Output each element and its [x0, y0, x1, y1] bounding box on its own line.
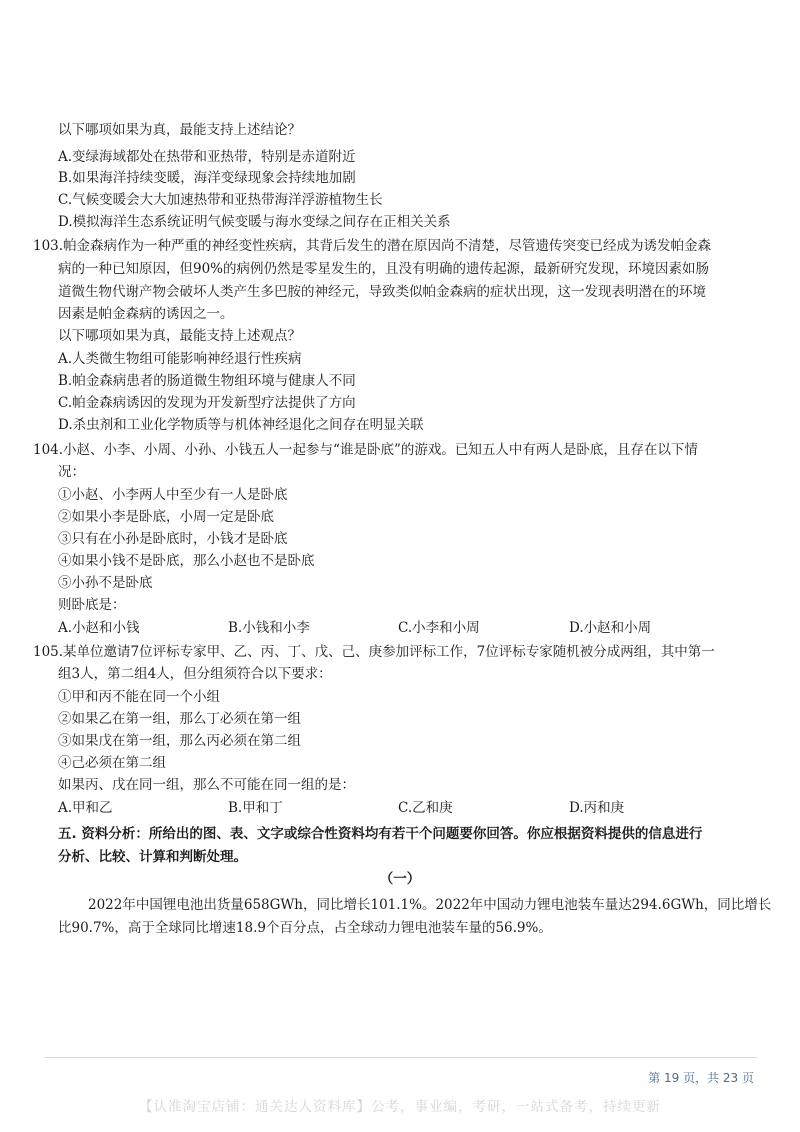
- q104-text-line-2: 况：: [58, 464, 85, 480]
- q103-option-a: A.人类微生物组可能影响神经退行性疾病: [58, 351, 302, 367]
- section-heading-line-2: 分析、比较、计算和判断处理。: [58, 849, 247, 865]
- q104-text-line-1: 104.小赵、小李、小周、小孙、小钱五人一起参与“谁是卧底”的游戏。已知五人中有两人是卧底，且存在以下情: [33, 442, 698, 458]
- q105-option-c: C.乙和庚: [398, 800, 453, 816]
- material-paragraph-line-1: 2022年中国锂电池出货量658GWh，同比增长101.1%。2022年中国动力锂电池装车量达294.6GWh，同比增长: [88, 897, 772, 913]
- q102-option-d: D.模拟海洋生态系统证明气候变暖与海水变绿之间存在正相关关系: [58, 214, 451, 230]
- q105-option-a: A.甲和乙: [58, 800, 113, 816]
- q103-text-line-4: 因素是帕金森病的诱因之一。: [58, 306, 234, 322]
- q104-option-a: A.小赵和小钱: [58, 620, 140, 636]
- q103-option-b: B.帕金森病患者的肠道微生物组环境与健康人不同: [58, 373, 356, 389]
- q103-text-line-1: 103.帕金森病作为一种严重的神经变性疾病，其背后发生的潜在原因尚不清楚，尽管遗传突变已经成为诱发帕金森: [33, 238, 712, 254]
- footer-divider: [45, 1057, 757, 1058]
- q102-option-c: C.气候变暖会大大加速热带和亚热带海洋浮游植物生长: [58, 192, 383, 208]
- section-heading-line-1: 五. 资料分析：所给出的图、表、文字或综合性资料均有若干个问题要你回答。你应根据资料提供的信息进行: [58, 826, 703, 842]
- q105-condition-3: ③如果戊在第一组，那么丙必须在第二组: [58, 733, 301, 749]
- material-paragraph-line-2: 比90.7%，高于全球同比增速18.9个百分点，占全球动力锂电池装车量的56.9%。: [58, 920, 552, 936]
- subsection-heading: （一）: [379, 871, 421, 887]
- page-number: 第 19 页，共 23 页: [648, 1071, 754, 1085]
- q103-text-line-2: 病的一种已知原因，但90%的病例仍然是零星发生的，且没有明确的遗传起源，最新研究发现，环境因素如肠: [58, 261, 710, 277]
- q104-option-d: D.小赵和小周: [569, 620, 652, 636]
- q104-option-b: B.小钱和小李: [228, 620, 310, 636]
- q105-condition-2: ②如果乙在第一组，那么丁必须在第一组: [58, 711, 301, 727]
- q105-prompt: 如果丙、戊在同一组，那么不可能在同一组的是：: [58, 777, 355, 793]
- q105-text-line-1: 105.某单位邀请7位评标专家甲、乙、丙、丁、戊、己、庚参加评标工作，7位评标专家随机被分成两组，其中第一: [33, 644, 715, 660]
- q102-option-a: A.变绿海域都处在热带和亚热带，特别是赤道附近: [58, 149, 356, 165]
- q104-condition-1: ①小赵、小李两人中至少有一人是卧底: [58, 487, 288, 503]
- q105-text-line-2: 组3人，第二组4人，但分组须符合以下要求：: [58, 666, 332, 682]
- q105-option-b: B.甲和丁: [228, 800, 283, 816]
- q104-condition-3: ③只有在小孙是卧底时，小钱才是卧底: [58, 531, 288, 547]
- q105-condition-1: ①甲和丙不能在同一个小组: [58, 689, 220, 705]
- q102-option-b: B.如果海洋持续变暖，海洋变绿现象会持续地加剧: [58, 170, 356, 186]
- q104-prompt: 则卧底是：: [58, 597, 126, 613]
- q104-option-c: C.小李和小周: [398, 620, 480, 636]
- q103-prompt: 以下哪项如果为真，最能支持上述观点？: [58, 328, 301, 344]
- q105-condition-4: ④己必须在第二组: [58, 755, 166, 771]
- q104-condition-5: ⑤小孙不是卧底: [58, 575, 153, 591]
- watermark-text: 【认准淘宝店铺：通关达人资料库】公考，事业编，考研，一站式备考，持续更新: [139, 1099, 661, 1115]
- q103-option-d: D.杀虫剂和工业化学物质等与机体神经退化之间存在明显关联: [58, 417, 424, 433]
- q103-text-line-3: 道微生物代谢产物会破坏人类产生多巴胺的神经元，导致类似帕金森病的症状出现，这一发现表明潜在的环境: [58, 284, 706, 300]
- q103-option-c: C.帕金森病诱因的发现为开发新型疗法提供了方向: [58, 395, 356, 411]
- q104-condition-4: ④如果小钱不是卧底，那么小赵也不是卧底: [58, 553, 315, 569]
- q104-condition-2: ②如果小李是卧底，小周一定是卧底: [58, 509, 274, 525]
- q105-option-d: D.丙和庚: [569, 800, 625, 816]
- q102-prompt: 以下哪项如果为真，最能支持上述结论？: [58, 122, 301, 138]
